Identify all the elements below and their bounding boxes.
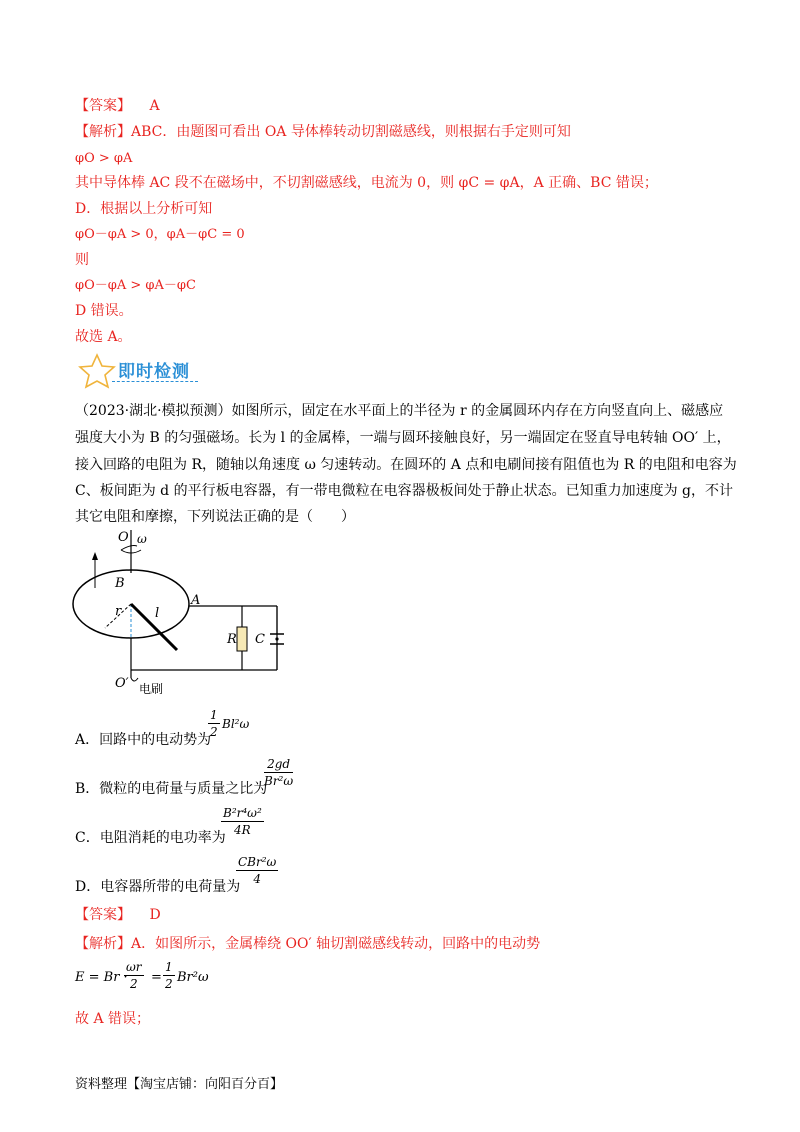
label-C: C bbox=[255, 632, 265, 647]
option-b-den: Br²ω bbox=[264, 774, 294, 788]
question-line-4: C、板间距为 d 的平行板电容器，有一带电微粒在电容器极板间处于静止状态。已知重力加速度为 g，不计 bbox=[75, 483, 733, 499]
analysis-1-line-6: 则 bbox=[75, 252, 89, 268]
analysis-2-last-line: 故 A 错误； bbox=[75, 1011, 151, 1027]
eq-fraction-2 bbox=[163, 960, 175, 991]
question-line-5: 其它电阻和摩擦，下列说法正确的是（ ） bbox=[75, 509, 355, 525]
label-B: B bbox=[115, 576, 125, 591]
label-omega: ω bbox=[137, 532, 147, 546]
answer-value: A bbox=[149, 98, 160, 114]
footer-text: 资料整理【淘宝店铺：向阳百分百】 bbox=[75, 1077, 284, 1092]
eq-right: Br²ω bbox=[177, 970, 209, 985]
option-a-den: 2 bbox=[210, 725, 218, 739]
option-c-num: B²r⁴ω² bbox=[223, 806, 262, 820]
option-c bbox=[75, 829, 226, 847]
eq-num-2: 1 bbox=[165, 960, 173, 974]
analysis-2-line-1 bbox=[75, 935, 540, 953]
answer-tag: 【答案】 bbox=[75, 98, 131, 114]
option-b bbox=[75, 780, 267, 798]
option-c-den: 4R bbox=[234, 823, 251, 837]
section-title: 即时检测 bbox=[118, 362, 190, 382]
answer-2-tag: 【答案】 bbox=[75, 907, 131, 923]
eq-left: E = Br · bbox=[75, 970, 128, 985]
eq-equals: = bbox=[151, 970, 162, 985]
answer-2-value: D bbox=[149, 907, 161, 923]
question-line-3: 接入回路的电阻为 R，随轴以角速度 ω 匀速转动。在圆环的 A 点和电刷间接有阻值也为 R 的电阻和电容为 bbox=[75, 457, 737, 473]
option-b-fraction bbox=[264, 757, 293, 788]
eq-den-2: 2 bbox=[165, 977, 173, 991]
analysis-1-line-8: D 错误。 bbox=[75, 303, 133, 319]
analysis-1-line-3: 其中导体棒 AC 段不在磁场中，不切割磁感线，电流为 0，则 φC = φA，A 正确、BC 错误； bbox=[75, 175, 658, 191]
label-A: A bbox=[191, 593, 201, 608]
answer-1 bbox=[75, 97, 160, 115]
option-a-label: A．回路中的电动势为 bbox=[75, 732, 212, 748]
eq-fraction-1 bbox=[124, 960, 144, 991]
analysis-1-line-2: φO > φA bbox=[75, 151, 133, 166]
option-d-num: CBr²ω bbox=[238, 855, 277, 869]
analysis-2-tag: 【解析】 bbox=[75, 936, 131, 952]
option-a-fraction bbox=[208, 708, 220, 739]
circuit-diagram bbox=[65, 528, 295, 703]
section-underline bbox=[112, 381, 198, 382]
answer-2 bbox=[75, 906, 161, 924]
analysis-1-line-1 bbox=[75, 123, 571, 141]
option-d-den: 4 bbox=[253, 872, 261, 886]
eq-num-1: ωr bbox=[126, 960, 142, 974]
label-l: l bbox=[155, 606, 160, 621]
analysis-1-line-7: φO－φA > φA－φC bbox=[75, 278, 196, 293]
option-b-label: B．微粒的电荷量与质量之比为 bbox=[75, 781, 268, 797]
question-line-2: 强度大小为 B 的匀强磁场。长为 l 的金属棒，一端与圆环接触良好，另一端固定在竖直导电转轴 OO′ 上， bbox=[75, 430, 731, 446]
option-d bbox=[75, 878, 240, 896]
analysis-tag: 【解析】 bbox=[75, 124, 131, 140]
option-a-extra: Bl²ω bbox=[222, 717, 250, 731]
label-R: R bbox=[227, 632, 237, 647]
label-O: O bbox=[118, 530, 129, 545]
option-c-label: C．电阻消耗的电功率为 bbox=[75, 830, 226, 846]
analysis-1-line-4: D．根据以上分析可知 bbox=[75, 201, 213, 217]
analysis-1-line-9: 故选 A。 bbox=[75, 329, 132, 345]
label-brush: 电刷 bbox=[139, 682, 164, 696]
option-b-num: 2gd bbox=[264, 757, 293, 773]
eq-den-1: 2 bbox=[129, 977, 138, 991]
label-O-prime: O′ bbox=[115, 676, 129, 691]
option-c-fraction bbox=[221, 806, 264, 837]
option-a-num: 1 bbox=[210, 708, 218, 722]
question-line-1: （2023·湖北·模拟预测）如图所示，固定在水平面上的半径为 r 的金属圆环内存在方向竖直向上、磁感应 bbox=[75, 403, 724, 419]
circuit-drawing bbox=[65, 528, 295, 703]
option-a bbox=[75, 731, 211, 749]
option-d-fraction bbox=[236, 855, 278, 886]
analysis-1-line-5: φO－φA > 0，φA－φC = 0 bbox=[75, 227, 245, 242]
analysis-2-text: A．如图所示，金属棒绕 OO′ 轴切割磁感线转动，回路中的电动势 bbox=[131, 936, 541, 952]
label-r: r bbox=[115, 604, 122, 619]
analysis-text: ABC．由题图可看出 OA 导体棒转动切割磁感线，则根据右手定则可知 bbox=[131, 124, 571, 140]
option-d-label: D．电容器所带的电荷量为 bbox=[75, 879, 241, 895]
